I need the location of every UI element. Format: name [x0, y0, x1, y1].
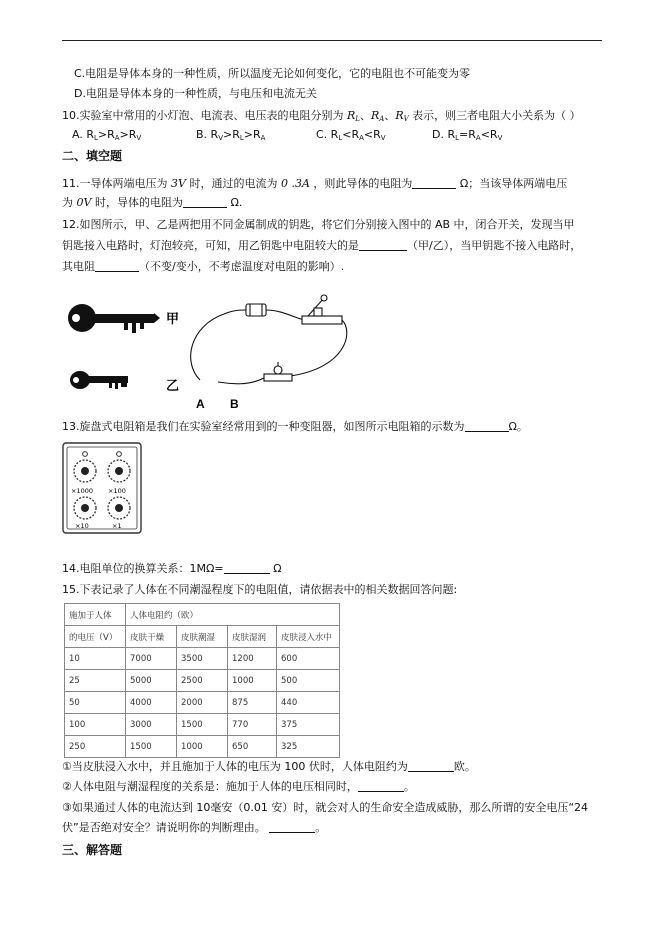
q15-stem: 15.下表记录了人体在不同潮湿程度下的电阻值，请依据表中的相关数据回答问题:: [62, 583, 458, 596]
q12-blank-2[interactable]: [95, 259, 139, 272]
resistance-table: [64, 603, 340, 758]
q11-line-2: 为 0V 时，导体的电阻为 Ω.: [62, 196, 243, 209]
terminal-b-label: B: [230, 397, 239, 410]
table-header-row-1: [65, 604, 340, 626]
table-cell: 1200: [228, 648, 277, 670]
header-rule: [62, 40, 602, 41]
dial-x10-label: ×10: [75, 522, 89, 530]
q15-part-2: ②人体电阻与潮湿程度的关系是：施加于人体的电压相同时， 。: [62, 780, 415, 793]
q13-blank[interactable]: [465, 419, 509, 432]
table-row: [65, 670, 340, 692]
table-cell: 770: [228, 714, 277, 736]
table-header-row-2: [65, 626, 340, 648]
table-cell: 3000: [126, 714, 177, 736]
q10-option-b: B. $R_V>R_L>R_A$: [196, 128, 266, 142]
table-cell: 500: [277, 670, 340, 692]
q11-blank-2[interactable]: [183, 195, 227, 208]
circuit-diagram: [191, 295, 347, 384]
q14-line: 14.电阻单位的换算关系：1MΩ= Ω: [62, 562, 282, 575]
terminal-a-label: A: [196, 397, 205, 410]
q12-blank-1[interactable]: [359, 238, 407, 251]
q14-blank[interactable]: [224, 561, 270, 574]
q9-option-c: C.电阻是导体本身的一种性质，所以温度无论如何变化，它的电阻也不可能变为零: [74, 67, 471, 80]
q15-blank-3[interactable]: [269, 820, 315, 833]
table-cell: 600: [277, 648, 340, 670]
q13-line: 13.旋盘式电阻箱是我们在实验室经常用到的一种变阻器，如图所示电阻箱的示数为 Ω。: [62, 420, 528, 433]
section-2-heading: 二、填空题: [62, 149, 123, 163]
q12-figure: [62, 286, 362, 410]
table-cell: 100: [65, 714, 126, 736]
q15-blank-1[interactable]: [408, 759, 454, 772]
table-cell: 7000: [126, 648, 177, 670]
table-cell: 250: [65, 736, 126, 758]
q12-line-1: 12.如图所示，甲、乙是两把用不同金属制成的钥匙，将它们分别接入图中的 AB 中，闭合开关，发现当甲: [62, 218, 575, 231]
table-cell: 4000: [126, 692, 177, 714]
q10-option-c: C. $R_L<R_A<R_V$: [316, 128, 386, 142]
table-col-header: 皮肤干燥: [126, 626, 177, 648]
table-cell: 5000: [126, 670, 177, 692]
table-col-header: 皮肤潮湿: [177, 626, 228, 648]
table-cell: 1000: [177, 736, 228, 758]
q9-option-d: D.电阻是导体本身的一种性质，与电压和电流无关: [74, 87, 317, 100]
q10-option-a: A. $R_L>R_A>R_V$: [72, 128, 142, 142]
table-cell: 440: [277, 692, 340, 714]
table-cell: 375: [277, 714, 340, 736]
resistance-box-figure: [62, 442, 142, 534]
section-3-heading: 三、解答题: [62, 843, 123, 857]
dial-x1-label: ×1: [112, 522, 122, 530]
table-cell: 50: [65, 692, 126, 714]
q12-line-2: 钥匙接入电路时，灯泡较亮，可知，用乙钥匙中电阻较大的是 （甲/乙），当甲钥匙不接入电路时，: [62, 239, 582, 252]
key-jia-icon: [68, 304, 160, 333]
q11-blank-1[interactable]: [412, 176, 456, 189]
table-header-voltage-unit: 的电压（V）: [65, 626, 126, 648]
key-yi-icon: [70, 371, 128, 389]
table-col-header: 皮肤浸入水中: [277, 626, 340, 648]
dial-x100-label: ×100: [108, 487, 126, 495]
q15-part-3-line-1: ③如果通过人体的电流达到 10毫安（0.01 安）时，就会对人的生命安全造成威胁，那么所谓的安全电压“24: [62, 801, 589, 814]
table-cell: 2000: [177, 692, 228, 714]
table-col-header: 皮肤湿润: [228, 626, 277, 648]
key-jia-label: 甲: [166, 311, 180, 326]
q12-line-3: 其电阻 （不变/变小，不考虑温度对电阻的影响）.: [62, 260, 345, 273]
q10-option-d: D. $R_L=R_A<R_V$: [432, 128, 503, 142]
key-yi-label: 乙: [166, 378, 180, 393]
table-header-voltage: 施加于人体: [65, 604, 126, 626]
table-row: [65, 692, 340, 714]
q11-line-1: 11.一导体两端电压为 3V 时，通过的电流为 0 .3A ，则此导体的电阻为 Ω；当该导体两端电压: [62, 177, 568, 190]
q15-blank-2[interactable]: [358, 779, 404, 792]
table-cell: 1500: [126, 736, 177, 758]
table-header-group: 人体电阻约（欧）: [126, 604, 340, 626]
table-row: [65, 648, 340, 670]
q15-part-3-line-2: 伏”是否绝对安全？请说明你的判断理由。 。: [62, 821, 327, 834]
table-cell: 10: [65, 648, 126, 670]
q15-part-1: ①当皮肤浸入水中，并且施加于人体的电压为 100 伏时，人体电阻约为 欧。: [62, 760, 476, 773]
q10-stem: 10.实验室中常用的小灯泡、电流表、电压表的电阻分别为 $R_L$、$R_A$、$R_V$ 表示，则三者电阻大小关系为（ ）: [62, 109, 581, 123]
table-cell: 875: [228, 692, 277, 714]
table-cell: 3500: [177, 648, 228, 670]
dial-x1000-label: ×1000: [71, 487, 93, 495]
table-cell: 25: [65, 670, 126, 692]
table-cell: 2500: [177, 670, 228, 692]
table-cell: 1000: [228, 670, 277, 692]
table-cell: 1500: [177, 714, 228, 736]
table-row: [65, 714, 340, 736]
table-cell: 650: [228, 736, 277, 758]
table-cell: 325: [277, 736, 340, 758]
table-row: [65, 736, 340, 758]
